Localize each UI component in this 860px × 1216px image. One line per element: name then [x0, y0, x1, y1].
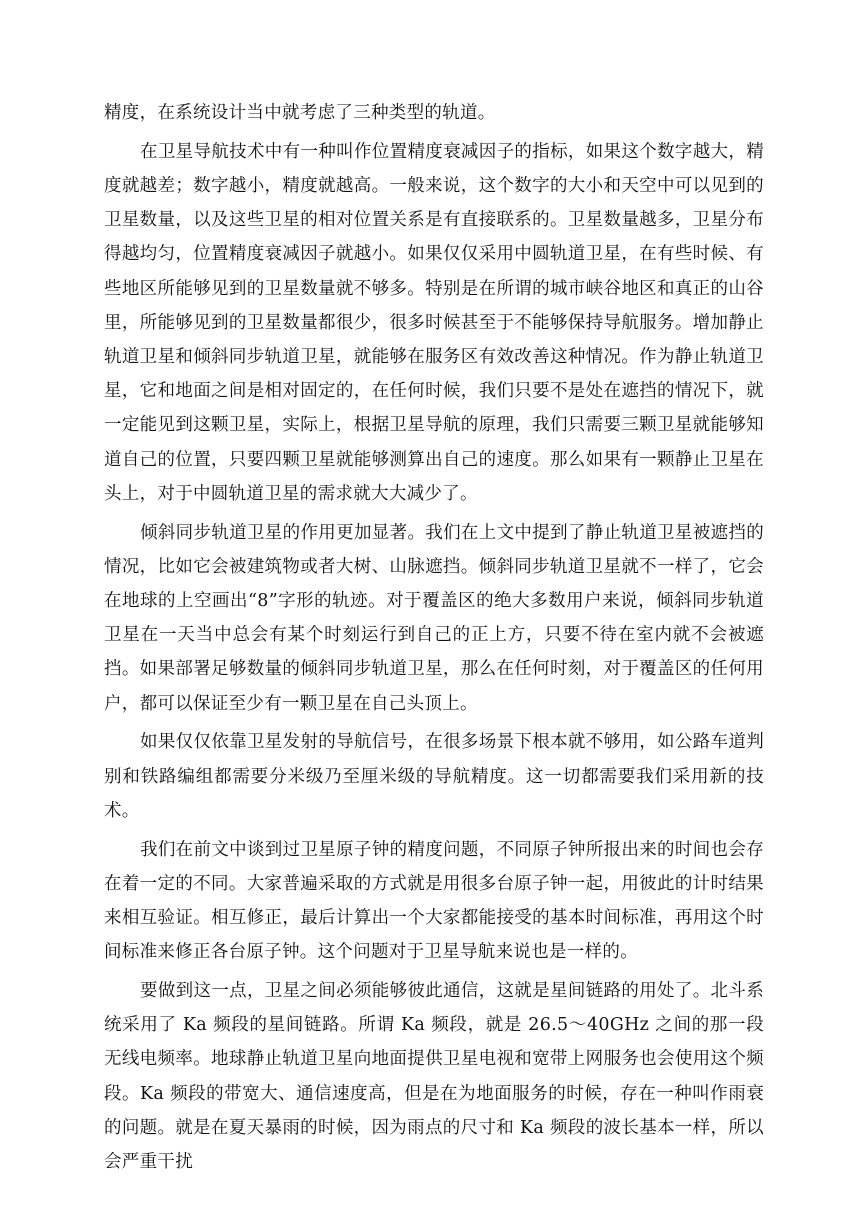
paragraph-4-precision: 如果仅仅依靠卫星发射的导航信号，在很多场景下根本就不够用，如公路车道判别和铁路编组都需要分米级乃至厘米级的导航精度。这一切都需要我们采用新的技术。: [104, 732, 764, 821]
paragraph-5-atomic-clock: 我们在前文中谈到过卫星原子钟的精度问题，不同原子钟所报出来的时间也会存在着一定的不同。大家普遍采取的方式就是用很多台原子钟一起，用彼此的计时结果来相互验证。相互修正，最后计算出一个大家都能接受的基本时间标准，再用这个时间标准来修正各台原子钟。这个问题对于卫星导航来说也是一样的。: [104, 839, 764, 963]
paragraph-6-inter-satellite-link: 要做到这一点，卫星之间必须能够彼此通信，这就是星间链路的用处了。北斗系统采用了 Ka 频段的星间链路。所谓 Ka 频段，就是 26.5～40GHz 之间的那一段无线电频率。地球静止轨道卫星向地面提供卫星电视和宽带上网服务也会使用这个频段。Ka 频段的带宽大、通信速度高，但是在为地面服务的时候，存在一种叫作雨衰的问题。就是在夏天暴雨的时候，因为雨点的尺寸和 Ka 频段的波长基本一样，所以会严重干扰: [104, 981, 764, 1173]
paragraph-1-continued: 精度，在系统设计当中就考虑了三种类型的轨道。: [104, 103, 496, 123]
paragraph-3-igso: 倾斜同步轨道卫星的作用更加显著。我们在上文中提到了静止轨道卫星被遮挡的情况，比如它会被建筑物或者大树、山脉遮挡。倾斜同步轨道卫星就不一样了，它会在地球的上空画出“8”字形的轨迹。对于覆盖区的绝大多数用户来说，倾斜同步轨道卫星在一天当中总会有某个时刻运行到自己的正上方，只要不待在室内就不会被遮挡。如果部署足够数量的倾斜同步轨道卫星，那么在任何时刻，对于覆盖区的任何用户，都可以保证至少有一颗卫星在自己头顶上。: [104, 522, 764, 714]
paragraph-2-pdop: 在卫星导航技术中有一种叫作位置精度衰减因子的指标，如果这个数字越大，精度就越差；数字越小，精度就越高。一般来说，这个数字的大小和天空中可以见到的卫星数量，以及这些卫星的相对位置关系是有直接联系的。卫星数量越多，卫星分布得越均匀，位置精度衰减因子就越小。如果仅仅采用中圆轨道卫星，在有些时候、有些地区所能够见到的卫星数量就不够多。特别是在所谓的城市峡谷地区和真正的山谷里，所能够见到的卫星数量都很少，很多时候甚至于不能够保持导航服务。增加静止轨道卫星和倾斜同步轨道卫星，就能够在服务区有效改善这种情况。作为静止轨道卫星，它和地面之间是相对固定的，在任何时候，我们只要不是处在遮挡的情况下，就一定能见到这颗卫星，实际上，根据卫星导航的原理，我们只需要三颗卫星就能够知道自己的位置，只要四颗卫星就能够测算出自己的速度。那么如果有一颗静止卫星在头上，对于中圆轨道卫星的需求就大大减少了。: [104, 141, 764, 504]
